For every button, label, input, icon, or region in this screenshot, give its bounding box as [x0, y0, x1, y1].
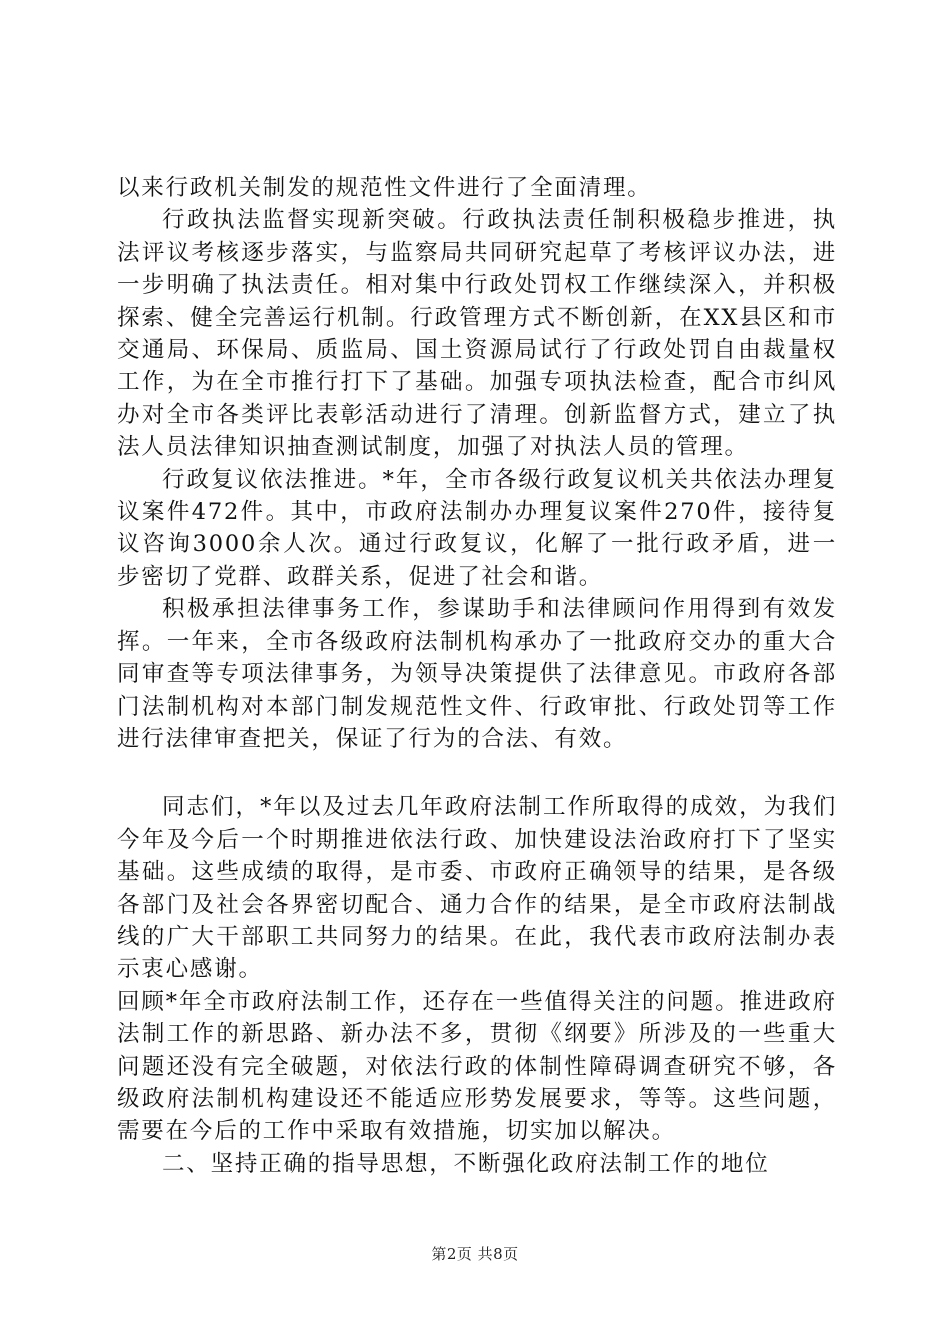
paragraph-gap	[117, 755, 837, 791]
paragraph-administrative-review: 行政复议依法推进。*年，全市各级行政复议机关共依法办理复议案件472件。其中，市政府法制办办理复议案件270件，接待复议咨询3000余人次。通过行政复议，化解了一批行政矛盾，进一步密切了党群、政群关系，促进了社会和谐。	[117, 466, 837, 590]
paragraph-legal-affairs: 积极承担法律事务工作，参谋助手和法律顾问作用得到有效发挥。一年来，全市各级政府法制机构承办了一批政府交办的重大合同审查等专项法律事务，为领导决策提供了法律意见。市政府各部门法制机构对本部门制发规范性文件、行政审批、行政处罚等工作进行法律审查把关，保证了行为的合法、有效。	[117, 596, 837, 752]
paragraph-law-enforcement-supervision: 行政执法监督实现新突破。行政执法责任制积极稳步推进，执法评议考核逐步落实，与监察局共同研究起草了考核评议办法，进一步明确了执法责任。相对集中行政处罚权工作继续深入，并积极探索、健全完善运行机制。行政管理方式不断创新，在XX县区和市交通局、环保局、质监局、国土资源局试行了行政处罚自由裁量权工作，为在全市推行打下了基础。加强专项执法检查，配合市纠风办对全市各类评比表彰活动进行了清理。创新监督方式，建立了执法人员法律知识抽查测试制度，加强了对执法人员的管理。	[117, 207, 837, 461]
paragraph-problems: 回顾*年全市政府法制工作，还存在一些值得关注的问题。推进政府法制工作的新思路、新办法不多，贯彻《纲要》所涉及的一些重大问题还没有完全破题，对依法行政的体制性障碍调查研究不够，各级政府法制机构建设还不能适应形势发展要求，等等。这些问题，需要在今后的工作中采取有效措施，切实加以解决。	[117, 988, 837, 1145]
paragraph-continuation: 以来行政机关制发的规范性文件进行了全面清理。	[117, 175, 652, 201]
paragraph-acknowledgement: 同志们，*年以及过去几年政府法制工作所取得的成效，为我们今年及今后一个时期推进依法行政、加快建设法治政府打下了坚实基础。这些成绩的取得，是市委、市政府正确领导的结果，是各级各部门及社会各界密切配合、通力合作的结果，是全市政府法制战线的广大干部职工共同努力的结果。在此，我代表市政府法制办表示衷心感谢。	[117, 794, 837, 983]
document-body	[117, 172, 837, 1180]
page-number-footer: 第2页 共8页	[431, 1245, 519, 1263]
section-heading: 二、坚持正确的指导思想，不断强化政府法制工作的地位	[162, 1150, 770, 1177]
